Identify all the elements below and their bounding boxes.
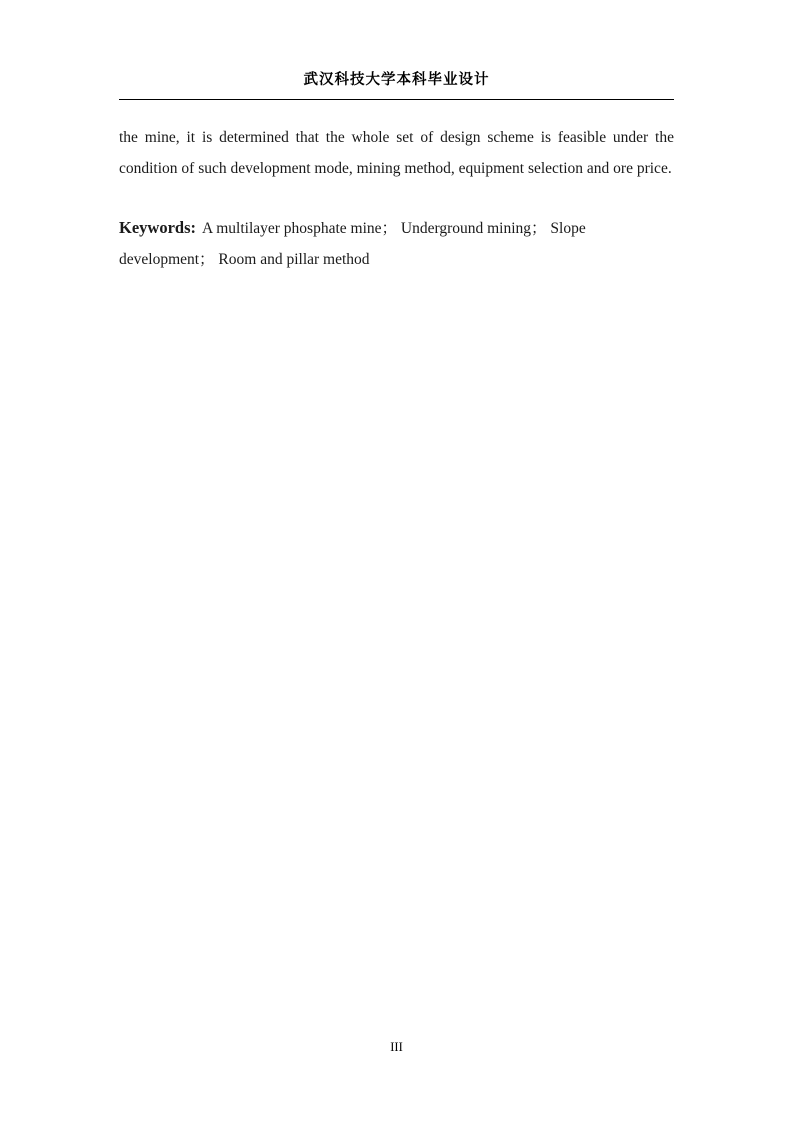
header-divider [119,99,674,100]
header-title: 武汉科技大学本科毕业设计 [303,72,490,88]
keywords-section [119,212,674,275]
page-content [119,122,674,275]
page-footer [0,1038,793,1056]
abstract-paragraph: the mine, it is determined that the whole set of design scheme is feasible under the condition of such development mode, mining method, equipment selection and ore price. [119,129,674,177]
keywords-values: A multilayer phosphate mine； Underground mining； Slope development； Room and pillar method [119,220,586,268]
keywords-label: Keywords: [119,218,196,237]
page-number: III [390,1040,403,1054]
page-header [119,70,674,90]
